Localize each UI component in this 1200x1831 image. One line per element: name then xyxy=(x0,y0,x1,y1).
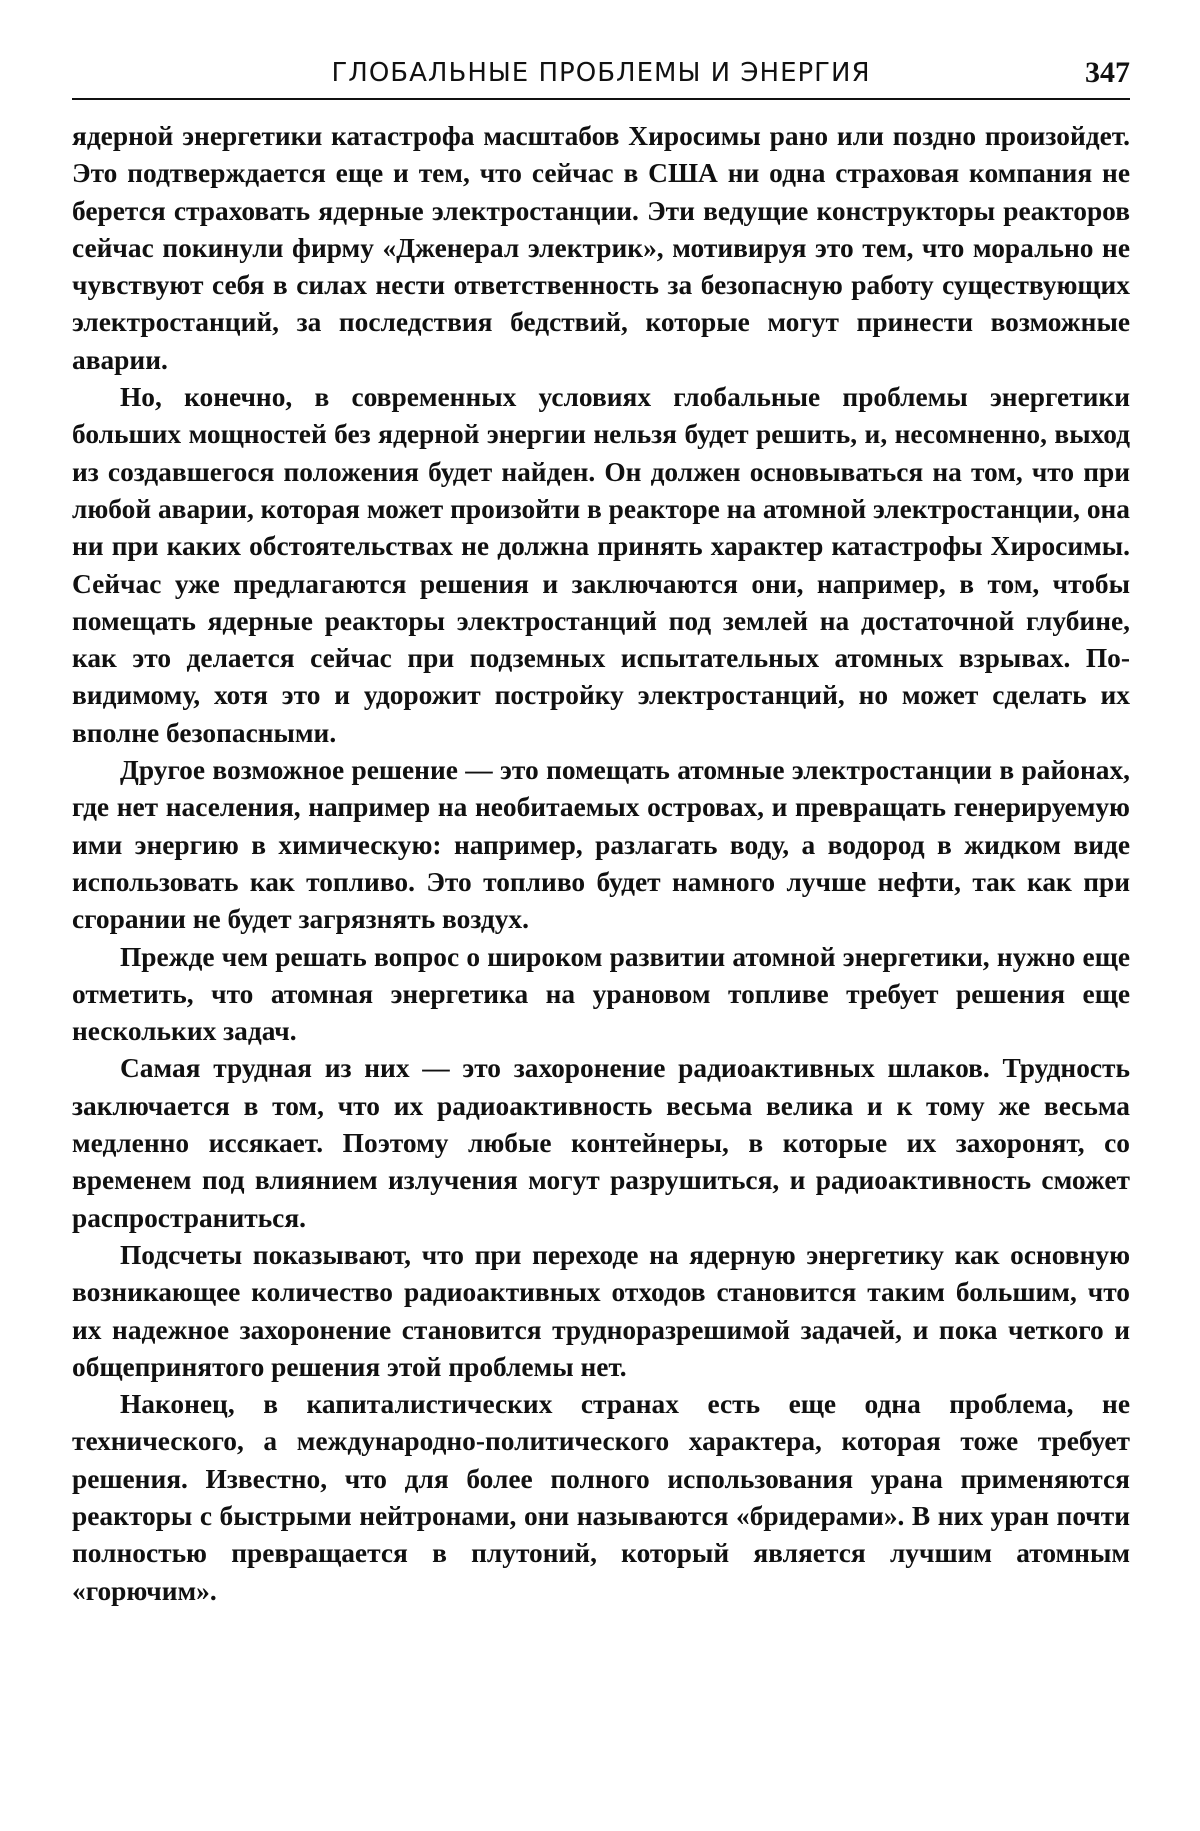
page-number: 347 xyxy=(1085,56,1130,89)
book-page xyxy=(72,50,1130,1610)
paragraph: Наконец, в капиталистических странах есть еще одна проблема, не технического, а международно-политического характера, которая тоже требует решения. Известно, что для более полного использования урана применяются реакторы с быстрыми нейтронами, они называются «бридерами». В них уран почти полностью превращается в плутоний, который является лучшим атомным «горючим». xyxy=(72,1389,1130,1606)
paragraph: Но, конечно, в современных условиях глобальные проблемы энергетики больших мощностей без ядерной энергии нельзя будет решить, и, несомненно, выход из создавшегося положения будет найден. Он должен основываться на том, что при любой аварии, которая может произойти в реакторе на атомной электростанции, она ни при каких обстоятельствах не должна принять характер катастрофы Хиросимы. Сейчас уже предлагаются решения и заключаются они, например, в том, чтобы помещать ядерные реакторы электростанций под землей на достаточной глубине, как это делается сейчас при подземных испытательных атомных взрывах. По-видимому, хотя это и удорожит постройку электростанций, но может сделать их вполне безопасными. xyxy=(72,382,1130,748)
paragraph: Самая трудная из них — это захоронение радиоактивных шлаков. Трудность заключается в том, что их радиоактивность весьма велика и к тому же весьма медленно иссякает. Поэтому любые контейнеры, в которые их захоронят, со временем под влиянием излучения могут разрушиться, и радиоактивность сможет распространиться. xyxy=(72,1053,1130,1233)
paragraph: Подсчеты показывают, что при переходе на ядерную энергетику как основную возникающее количество радиоактивных отходов становится таким большим, что их надежное захоронение становится трудноразрешимой задачей, и пока четкого и общепринятого решения этой проблемы нет. xyxy=(72,1239,1130,1382)
running-head xyxy=(72,50,1130,100)
paragraph-continued: ядерной энергетики катастрофа масштабов Хиросимы рано или поздно произойдет. Это подтверждается еще и тем, что сейчас в США ни одна страховая компания не берется страховать ядерные электростанции. Эти ведущие конструкторы реакторов сейчас покинули фирму «Дженерал электрик», мотивируя это тем, что морально не чувствуют себя в силах нести ответственность за безопасную работу существующих электростанций, за последствия бедствий, которые могут принести возможные аварии. xyxy=(72,121,1130,375)
paragraph: Другое возможное решение — это помещать атомные электростанции в районах, где нет населения, например на необитаемых островах, и превращать генерируемую ими энергию в химическую: например, разлагать воду, а водород в жидком виде использовать как топливо. Это топливо будет намного лучше нефти, так как при сгорании не будет загрязнять воздух. xyxy=(72,755,1130,935)
body-text xyxy=(72,118,1130,1610)
paragraph: Прежде чем решать вопрос о широком развитии атомной энергетики, нужно еще отметить, что атомная энергетика на урановом топливе требует решения еще нескольких задач. xyxy=(72,941,1130,1047)
running-title: ГЛОБАЛЬНЫЕ ПРОБЛЕМЫ И ЭНЕРГИЯ xyxy=(331,58,871,88)
